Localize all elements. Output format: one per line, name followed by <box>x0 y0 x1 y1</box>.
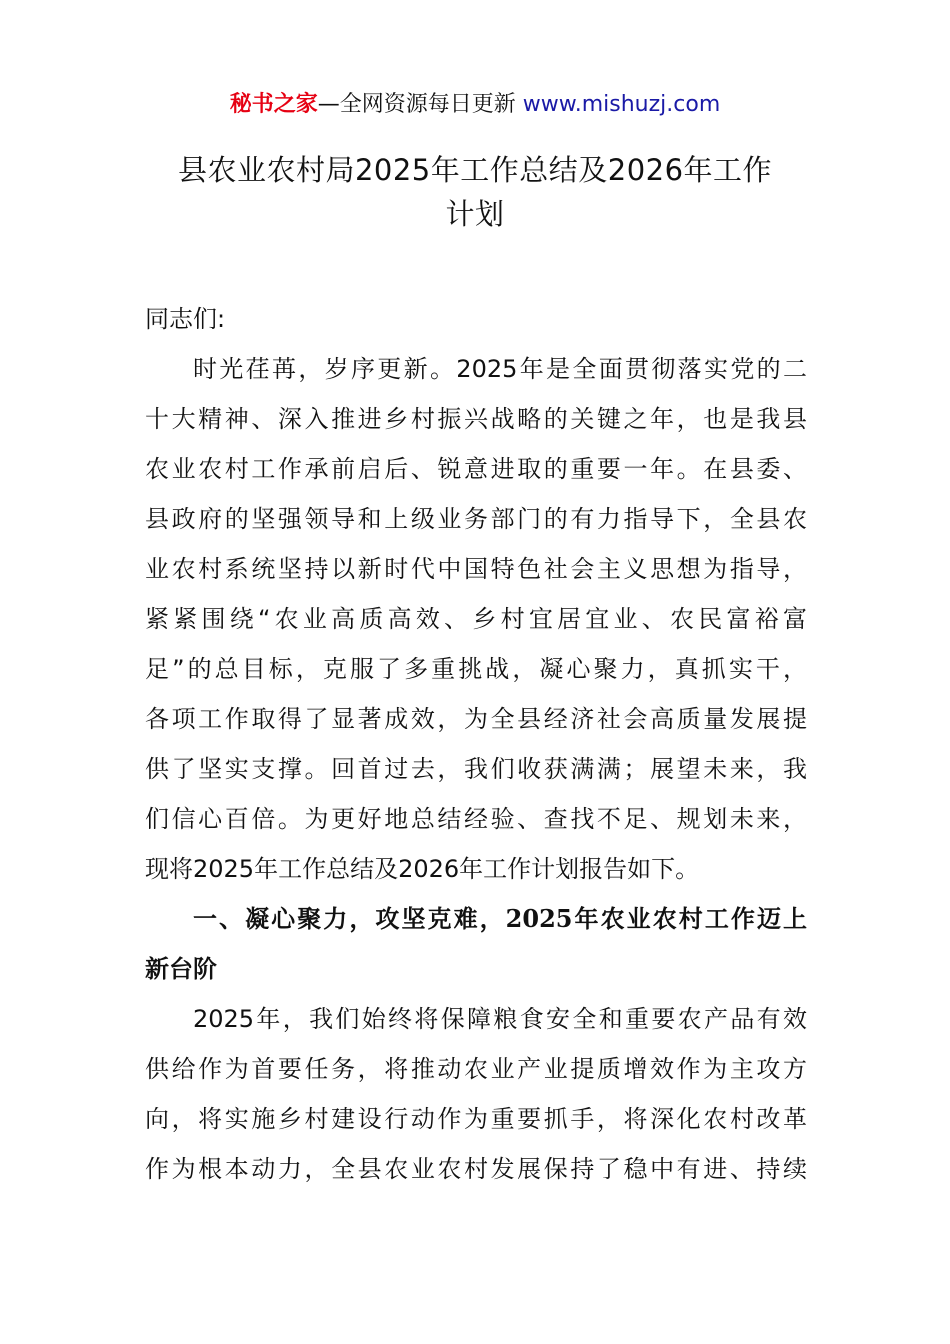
heading-line: 一、凝心聚力，攻坚克难，2025年农业农村工作迈上 <box>193 904 807 933</box>
paragraph-line: 十大精神、深入推进乡村振兴战略的关键之年，也是我县 <box>145 405 807 433</box>
site-header <box>0 88 950 122</box>
document-body <box>145 294 807 1194</box>
site-brand: 秘书之家 <box>229 92 318 117</box>
site-tagline: —全网资源每日更新 <box>317 92 516 117</box>
paragraph-line: 2025年，我们始终将保障粮食安全和重要农产品有效 <box>193 1005 807 1033</box>
paragraph-line: 现将2025年工作总结及2026年工作计划报告如下。 <box>145 855 700 883</box>
paragraph-line: 各项工作取得了显著成效，为全县经济社会高质量发展提 <box>145 705 807 733</box>
title-line-1: 县农业农村局2025年工作总结及2026年工作 <box>177 153 773 187</box>
section-1-heading <box>145 894 807 994</box>
paragraph-line: 足”的总目标，克服了多重挑战，凝心聚力，真抓实干， <box>145 655 807 683</box>
heading-line: 新台阶 <box>145 954 217 983</box>
title-line-2: 计划 <box>445 197 505 231</box>
paragraph-line: 供了坚实支撑。回首过去，我们收获满满；展望未来，我 <box>145 755 807 783</box>
paragraph-line: 县政府的坚强领导和上级业务部门的有力指导下，全县农 <box>145 505 807 533</box>
salutation: 同志们: <box>145 305 226 333</box>
paragraph-2 <box>145 994 807 1194</box>
site-url-link[interactable]: www.mishuzj.com <box>522 92 721 117</box>
document-title <box>145 148 805 236</box>
paragraph-line: 业农村系统坚持以新时代中国特色社会主义思想为指导， <box>145 555 807 583</box>
paragraph-line: 供给作为首要任务，将推动农业产业提质增效作为主攻方 <box>145 1055 807 1083</box>
paragraph-line: 时光荏苒，岁序更新。2025年是全面贯彻落实党的二 <box>193 355 807 383</box>
paragraph-1 <box>145 344 807 894</box>
paragraph-line: 们信心百倍。为更好地总结经验、查找不足、规划未来， <box>145 805 807 833</box>
paragraph-line: 向，将实施乡村建设行动作为重要抓手，将深化农村改革 <box>145 1105 807 1133</box>
paragraph-line: 紧紧围绕“农业高质高效、乡村宜居宜业、农民富裕富 <box>145 605 807 633</box>
paragraph-line: 农业农村工作承前启后、锐意进取的重要一年。在县委、 <box>145 455 807 483</box>
paragraph-line: 作为根本动力，全县农业农村发展保持了稳中有进、持续 <box>145 1155 807 1183</box>
